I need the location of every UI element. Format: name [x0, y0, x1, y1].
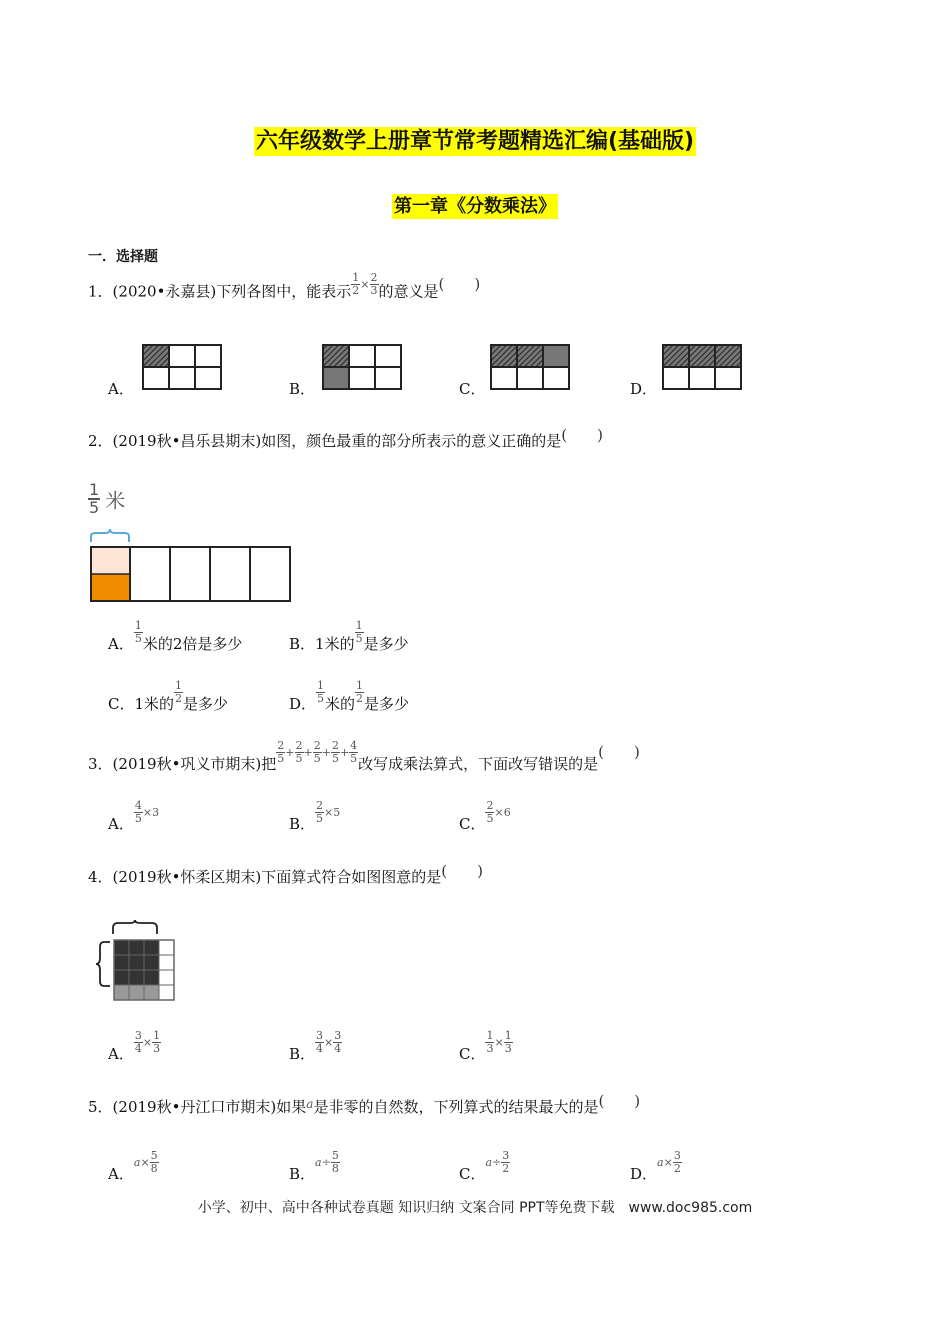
- q1-figure-d: [662, 344, 742, 390]
- q2-option-d[interactable]: D． $\frac{1}{5}$ 米的 $\frac{1}{2}$ 是多少: [289, 679, 410, 713]
- q2-figure-label: $\frac{1}{5}$ 米: [89, 480, 126, 517]
- q4-option-c[interactable]: C． $\frac{1}{3}$ × $\frac{1}{3}$: [459, 1029, 512, 1063]
- q3-option-b[interactable]: B． $\frac{2}{5}$ ×5: [289, 799, 341, 833]
- question-4: 4．(2019秋•怀柔区期末)下面算式符合如图图意的是( ): [88, 862, 483, 886]
- chapter-title: 第一章《分数乘法》: [394, 196, 556, 217]
- q3-option-c[interactable]: C． $\frac{2}{5}$ ×6: [459, 799, 511, 833]
- q1-option-d[interactable]: D．: [630, 380, 658, 398]
- q2-option-c[interactable]: C．1米的 $\frac{1}{2}$ 是多少: [108, 679, 229, 713]
- q2-option-b[interactable]: B．1米的 $\frac{1}{5}$ 是多少: [289, 619, 409, 653]
- q1-option-b[interactable]: B．: [289, 380, 316, 398]
- q5-option-d[interactable]: D．a× $\frac{3}{2}$: [630, 1149, 681, 1183]
- q2-figure: [88, 528, 293, 604]
- document-title: 六年级数学上册章节常考题精选汇编(基础版): [255, 129, 695, 154]
- question-1: 1．(2020•永嘉县)下列各图中，能表示 $\frac{1}{2}$ × $\frac{2}{3}$ 的意义是( ): [88, 271, 481, 301]
- q1-figure-c: [490, 344, 570, 390]
- q5-option-b[interactable]: B．a÷ $\frac{5}{8}$: [289, 1149, 339, 1183]
- q5-option-c[interactable]: C．a÷ $\frac{3}{2}$: [459, 1149, 510, 1183]
- footer-banner: 小学、初中、高中各种试卷真题 知识归纳 文案合同 PPT等免费下载 www.doc985.com: [197, 1200, 753, 1216]
- question-5: 5．(2019秋•丹江口市期末)如果$^a$是非零的自然数，下列算式的结果最大的是( ): [88, 1092, 641, 1116]
- q1-option-c[interactable]: C．: [459, 380, 486, 398]
- q3-option-a[interactable]: A． $\frac{4}{5}$ ×3: [108, 799, 160, 833]
- q4-option-b[interactable]: B． $\frac{3}{4}$ × $\frac{3}{4}$: [289, 1029, 342, 1063]
- q4-option-a[interactable]: A． $\frac{3}{4}$ × $\frac{1}{3}$: [108, 1029, 161, 1063]
- q1-figure-a: [142, 344, 222, 390]
- q4-figure: [88, 920, 180, 1002]
- question-3: 3．(2019秋•巩义市期末)把 $\frac{2}{5}$ + $\frac{2}{5}$ + $\frac{2}{5}$ + $\frac{2}{5}$ + $\frac{4}{5}$ 改写成乘法算式，下面改写错误的是( ): [88, 739, 640, 773]
- q2-option-a[interactable]: A． $\frac{1}{5}$ 米的2倍是多少: [108, 619, 243, 653]
- q1-option-a[interactable]: A．: [108, 380, 134, 398]
- question-2: 2．(2019秋•昌乐县期末)如图，颜色最重的部分所表示的意义正确的是( ): [88, 426, 603, 450]
- q5-option-a[interactable]: A．a× $\frac{5}{8}$: [108, 1149, 158, 1183]
- q1-figure-b: [322, 344, 402, 390]
- section-heading: 一．选择题: [88, 249, 158, 265]
